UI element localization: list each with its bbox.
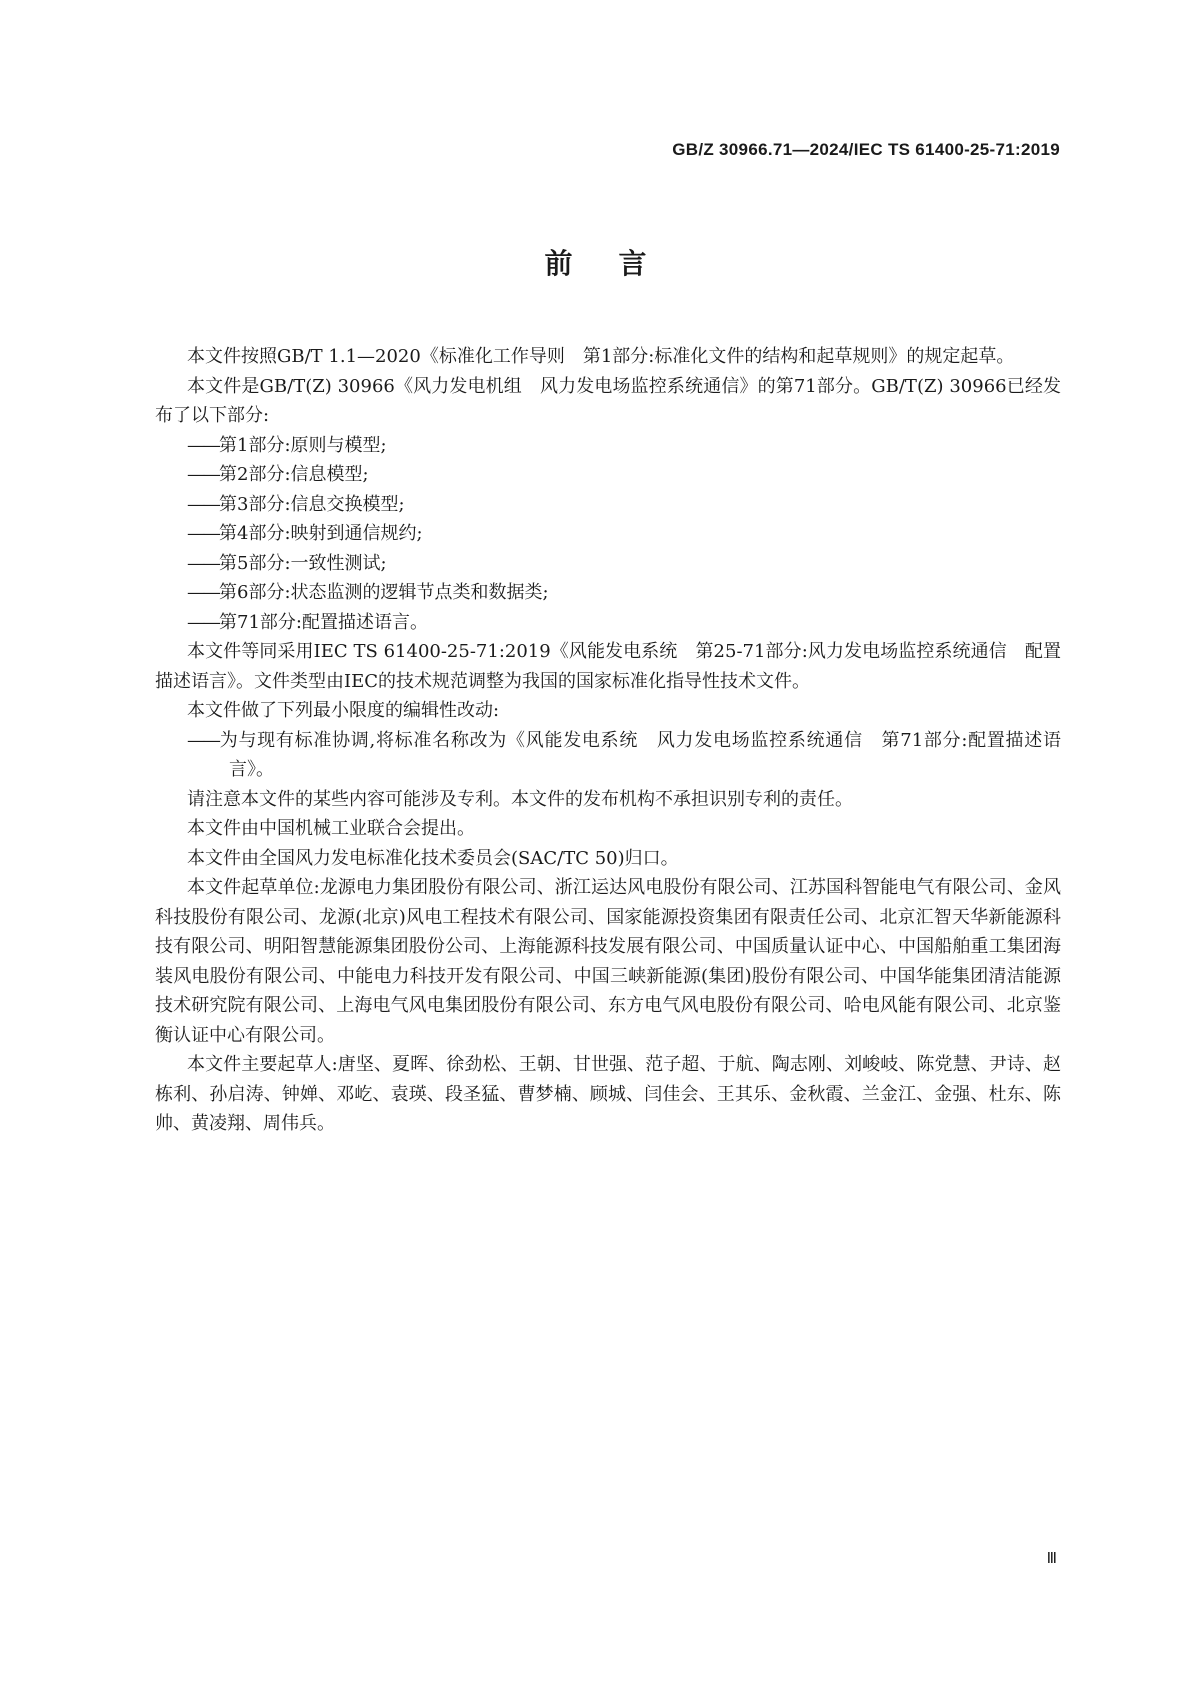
paragraph-adoption: 本文件等同采用IEC TS 61400-25-71:2019《风能发电系统 第25-71部分:风力发电场监控系统通信 配置描述语言》。文件类型由IEC的技术规范调整为我国的国家标准化指导性技术文件。: [155, 641, 1061, 692]
foreword-body: [155, 342, 1061, 1139]
paragraph-drafting-units: 本文件起草单位:龙源电力集团股份有限公司、浙江运达风电股份有限公司、江苏国科智能电气有限公司、金风科技股份有限公司、龙源(北京)风电工程技术有限公司、国家能源投资集团有限责任公司、北京汇智天华新能源科技有限公司、明阳智慧能源集团股份公司、上海能源科技发展有限公司、中国质量认证中心、中国船舶重工集团海装风电股份有限公司、中能电力科技开发有限公司、中国三峡新能源(集团)股份有限公司、中国华能集团清洁能源技术研究院有限公司、上海电气风电集团股份有限公司、东方电气风电股份有限公司、哈电风能有限公司、北京鉴衡认证中心有限公司。: [155, 877, 1061, 1046]
paragraph-committee: 本文件由全国风力发电标准化技术委员会(SAC/TC 50)归口。: [187, 847, 679, 869]
paragraph-editorial-changes: 本文件做了下列最小限度的编辑性改动:: [187, 700, 500, 721]
dash-marker: ——: [187, 582, 219, 603]
list-item: [155, 519, 1061, 549]
dash-marker: ——: [187, 434, 219, 456]
list-item-text: 第2部分:信息模型;: [219, 464, 369, 485]
page-number: Ⅲ: [1046, 1551, 1057, 1567]
paragraph-drafters: 本文件主要起草人:唐坚、夏晖、徐劲松、王朝、甘世强、范子超、于航、陶志刚、刘峻岐、陈党慧、尹诗、赵栋利、孙启涛、钟婵、邓屹、袁瑛、段圣猛、曹梦楠、顾城、闫佳会、王其乐、金秋霞、兰金江、金强、杜东、陈帅、黄凌翔、周伟兵。: [155, 1054, 1061, 1134]
list-item-text: 第3部分:信息交换模型;: [219, 493, 405, 515]
list-item: [155, 490, 1061, 520]
list-item: [155, 431, 1061, 461]
paragraph-drafting-rules: 本文件按照GB/T 1.1—2020《标准化工作导则 第1部分:标准化文件的结构和起草规则》的规定起草。: [187, 346, 1015, 367]
list-item-text: 第6部分:状态监测的逻辑节点类和数据类;: [219, 582, 549, 603]
paragraph-series-intro: 本文件是GB/T(Z) 30966《风力发电机组 风力发电场监控系统通信》的第71部分。GB/T(Z) 30966已经发布了以下部分:: [155, 375, 1061, 426]
page-title: 前言: [544, 247, 693, 280]
list-item: [155, 578, 1061, 608]
list-item-text: 为与现有标准协调,将标准名称改为《风能发电系统 风力发电场监控系统通信 第71部分:配置描述语言》。: [219, 729, 1061, 780]
list-item-text: 第4部分:映射到通信规约;: [219, 523, 423, 544]
dash-marker: ——: [187, 493, 219, 515]
dash-marker: ——: [187, 523, 219, 544]
list-item-text: 第1部分:原则与模型;: [219, 434, 387, 456]
list-item-text: 第71部分:配置描述语言。: [219, 611, 428, 633]
list-item: [155, 549, 1061, 579]
dash-marker: ——: [187, 464, 219, 485]
paragraph-patent-notice: 请注意本文件的某些内容可能涉及专利。本文件的发布机构不承担识别专利的责任。: [187, 788, 853, 810]
list-item: [155, 460, 1061, 490]
paragraph-proposer: 本文件由中国机械工业联合会提出。: [187, 818, 475, 839]
dash-marker: ——: [187, 552, 219, 574]
list-item: [155, 726, 1061, 785]
dash-marker: ——: [187, 729, 219, 751]
list-item: [155, 608, 1061, 638]
list-item-text: 第5部分:一致性测试;: [219, 552, 387, 574]
standard-number: GB/Z 30966.71—2024/IEC TS 61400-25-71:2019: [672, 140, 1060, 159]
dash-marker: ——: [187, 611, 219, 633]
